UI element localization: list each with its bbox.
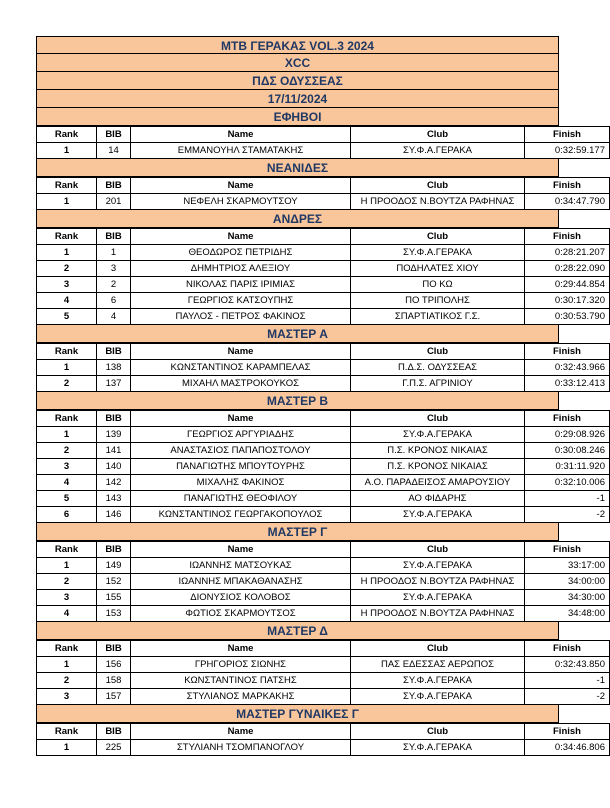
- category-header: ΜΑΣΤΕΡ Γ: [36, 523, 559, 541]
- bib-cell: 157: [97, 689, 131, 705]
- name-cell: ΘΕΟΔΩΡΟΣ ΠΕΤΡΙΔΗΣ: [131, 245, 351, 261]
- name-cell: ΣΤΥΛΙΑΝΟΣ ΜΑΡΚΑΚΗΣ: [131, 689, 351, 705]
- name-cell: ΙΩΑΝΝΗΣ ΜΠΑΚΑΘΑΝΑΣΗΣ: [131, 574, 351, 590]
- column-header-club: Club: [351, 411, 525, 427]
- table-row: [37, 740, 610, 756]
- rank-cell: 4: [37, 475, 97, 491]
- name-cell: ΠΑΥΛΟΣ - ΠΕΤΡΟΣ ΦΑΚΙΝΟΣ: [131, 309, 351, 325]
- club-cell: Π.Δ.Σ. ΟΔΥΣΣΕΑΣ: [351, 360, 525, 376]
- club-cell: ΠΑΣ ΕΔΕΣΣΑΣ ΑΕΡΩΠΟΣ: [351, 657, 525, 673]
- name-cell: ΔΗΜΗΤΡΙΟΣ ΑΛΕΞΙΟΥ: [131, 261, 351, 277]
- finish-cell: 0:32:43.850: [525, 657, 610, 673]
- rank-cell: 6: [37, 507, 97, 523]
- name-cell: ΚΩΝΣΤΑΝΤΙΝΟΣ ΠΑΤΣΗΣ: [131, 673, 351, 689]
- name-cell: ΓΕΩΡΓΙΟΣ ΑΡΓΥΡΙΑΔΗΣ: [131, 427, 351, 443]
- name-cell: ΝΕΦΕΛΗ ΣΚΑΡΜΟΥΤΣΟΥ: [131, 194, 351, 210]
- column-header-rank: Rank: [37, 641, 97, 657]
- name-cell: ΕΜΜΑΝΟΥΗΛ ΣΤΑΜΑΤΑΚΗΣ: [131, 143, 351, 159]
- finish-cell: -2: [525, 689, 610, 705]
- club-cell: ΣΥ.Φ.Α.ΓΕΡΑΚΑ: [351, 689, 525, 705]
- rank-cell: 1: [37, 657, 97, 673]
- results-table: [36, 723, 610, 756]
- club-cell: ΠΟ ΚΩ: [351, 277, 525, 293]
- category-header: ΝΕΑΝΙΔΕΣ: [36, 159, 559, 177]
- club-cell: ΣΥ.Φ.Α.ΓΕΡΑΚΑ: [351, 558, 525, 574]
- column-header-club: Club: [351, 542, 525, 558]
- table-row: [37, 574, 610, 590]
- column-header-name: Name: [131, 229, 351, 245]
- finish-cell: 0:34:46.806: [525, 740, 610, 756]
- column-header-rank: Rank: [37, 178, 97, 194]
- club-cell: Π.Σ. ΚΡΟΝΟΣ ΝΙΚΑΙΑΣ: [351, 443, 525, 459]
- finish-cell: 0:32:59.177: [525, 143, 610, 159]
- bib-cell: 142: [97, 475, 131, 491]
- bib-cell: 146: [97, 507, 131, 523]
- name-cell: ΓΕΩΡΓΙΟΣ ΚΑΤΣΟΥΠΗΣ: [131, 293, 351, 309]
- results-table: [36, 177, 610, 210]
- bib-cell: 14: [97, 143, 131, 159]
- column-header-name: Name: [131, 724, 351, 740]
- club-cell: ΣΠΑΡΤΙΑΤΙΚΟΣ Γ.Σ.: [351, 309, 525, 325]
- name-cell: ΜΙΧΑΗΛ ΜΑΣΤΡΟΚΟΥΚΟΣ: [131, 376, 351, 392]
- column-header-finish: Finish: [525, 229, 610, 245]
- finish-cell: 0:34:47.790: [525, 194, 610, 210]
- rank-cell: 4: [37, 606, 97, 622]
- column-header-rank: Rank: [37, 127, 97, 143]
- column-header-bib: BIB: [97, 178, 131, 194]
- column-header-row: [37, 178, 610, 194]
- rank-cell: 1: [37, 360, 97, 376]
- rank-cell: 1: [37, 194, 97, 210]
- column-header-club: Club: [351, 127, 525, 143]
- bib-cell: 140: [97, 459, 131, 475]
- rank-cell: 1: [37, 427, 97, 443]
- finish-cell: 0:31:11.920: [525, 459, 610, 475]
- bib-cell: 158: [97, 673, 131, 689]
- name-cell: ΑΝΑΣΤΑΣΙΟΣ ΠΑΠΑΠΟΣΤΟΛΟΥ: [131, 443, 351, 459]
- rank-cell: 5: [37, 309, 97, 325]
- club-cell: Γ.Π.Σ. ΑΓΡΙΝΙΟΥ: [351, 376, 525, 392]
- finish-cell: 0:29:44.854: [525, 277, 610, 293]
- name-cell: ΠΑΝΑΓΙΩΤΗΣ ΘΕΟΦΙΛΟΥ: [131, 491, 351, 507]
- finish-cell: 33:17:00: [525, 558, 610, 574]
- column-header-row: [37, 127, 610, 143]
- name-cell: ΚΩΝΣΤΑΝΤΙΝΟΣ ΓΕΩΡΓΑΚΟΠΟΥΛΟΣ: [131, 507, 351, 523]
- column-header-name: Name: [131, 641, 351, 657]
- table-row: [37, 427, 610, 443]
- column-header-name: Name: [131, 344, 351, 360]
- finish-cell: 0:30:08.246: [525, 443, 610, 459]
- finish-cell: 0:32:10.006: [525, 475, 610, 491]
- results-table: [36, 640, 610, 705]
- finish-cell: 0:33:12.413: [525, 376, 610, 392]
- category-list: [36, 108, 605, 756]
- rank-cell: 3: [37, 689, 97, 705]
- column-header-bib: BIB: [97, 542, 131, 558]
- column-header-bib: BIB: [97, 229, 131, 245]
- table-row: [37, 590, 610, 606]
- event-date: 17/11/2024: [36, 90, 559, 108]
- event-title: MTB ΓΕΡΑΚΑΣ VOL.3 2024: [36, 36, 559, 54]
- rank-cell: 2: [37, 443, 97, 459]
- category-header: ΕΦΗΒΟΙ: [36, 108, 559, 126]
- bib-cell: 152: [97, 574, 131, 590]
- column-header-name: Name: [131, 127, 351, 143]
- finish-cell: 0:29:08.926: [525, 427, 610, 443]
- club-cell: ΣΥ.Φ.Α.ΓΕΡΑΚΑ: [351, 245, 525, 261]
- bib-cell: 138: [97, 360, 131, 376]
- column-header-bib: BIB: [97, 344, 131, 360]
- finish-cell: 0:28:21.207: [525, 245, 610, 261]
- name-cell: ΜΙΧΑΛΗΣ ΦΑΚΙΝΟΣ: [131, 475, 351, 491]
- table-row: [37, 194, 610, 210]
- table-row: [37, 360, 610, 376]
- column-header-bib: BIB: [97, 724, 131, 740]
- column-header-club: Club: [351, 178, 525, 194]
- column-header-bib: BIB: [97, 641, 131, 657]
- results-table: [36, 228, 610, 325]
- table-row: [37, 143, 610, 159]
- column-header-finish: Finish: [525, 178, 610, 194]
- column-header-finish: Finish: [525, 411, 610, 427]
- table-row: [37, 673, 610, 689]
- name-cell: ΙΩΑΝΝΗΣ ΜΑΤΣΟΥΚΑΣ: [131, 558, 351, 574]
- name-cell: ΠΑΝΑΓΙΩΤΗΣ ΜΠΟΥΤΟΥΡΗΣ: [131, 459, 351, 475]
- column-header-name: Name: [131, 411, 351, 427]
- finish-cell: -1: [525, 673, 610, 689]
- column-header-finish: Finish: [525, 724, 610, 740]
- bib-cell: 137: [97, 376, 131, 392]
- table-row: [37, 491, 610, 507]
- club-cell: ΑΟ ΦΙΔΑΡΗΣ: [351, 491, 525, 507]
- column-header-club: Club: [351, 229, 525, 245]
- rank-cell: 3: [37, 459, 97, 475]
- results-table: [36, 410, 610, 523]
- bib-cell: 149: [97, 558, 131, 574]
- club-cell: ΠΟΔΗΛΑΤΕΣ ΧΙΟΥ: [351, 261, 525, 277]
- bib-cell: 6: [97, 293, 131, 309]
- bib-cell: 143: [97, 491, 131, 507]
- column-header-bib: BIB: [97, 411, 131, 427]
- rank-cell: 3: [37, 590, 97, 606]
- club-cell: ΣΥ.Φ.Α.ΓΕΡΑΚΑ: [351, 427, 525, 443]
- results-sheet: [36, 36, 605, 756]
- table-row: [37, 459, 610, 475]
- column-header-rank: Rank: [37, 411, 97, 427]
- discipline-label: XCC: [36, 54, 559, 72]
- name-cell: ΚΩΝΣΤΑΝΤΙΝΟΣ ΚΑΡΑΜΠΕΛΑΣ: [131, 360, 351, 376]
- finish-cell: 34:30:00: [525, 590, 610, 606]
- column-header-row: [37, 411, 610, 427]
- bib-cell: 141: [97, 443, 131, 459]
- bib-cell: 201: [97, 194, 131, 210]
- table-row: [37, 558, 610, 574]
- column-header-club: Club: [351, 344, 525, 360]
- name-cell: ΦΩΤΙΟΣ ΣΚΑΡΜΟΥΤΣΟΣ: [131, 606, 351, 622]
- results-table: [36, 126, 610, 159]
- finish-cell: 0:32:43.966: [525, 360, 610, 376]
- finish-cell: 34:48:00: [525, 606, 610, 622]
- bib-cell: 139: [97, 427, 131, 443]
- club-cell: ΣΥ.Φ.Α.ΓΕΡΑΚΑ: [351, 590, 525, 606]
- column-header-rank: Rank: [37, 542, 97, 558]
- column-header-rank: Rank: [37, 724, 97, 740]
- club-cell: Η ΠΡΟΟΔΟΣ Ν.ΒΟΥΤΖΑ ΡΑΦΗΝΑΣ: [351, 606, 525, 622]
- finish-cell: 0:28:22.090: [525, 261, 610, 277]
- bib-cell: 4: [97, 309, 131, 325]
- table-row: [37, 261, 610, 277]
- column-header-finish: Finish: [525, 542, 610, 558]
- club-cell: Α.Ο. ΠΑΡΑΔΕΙΣΟΣ ΑΜΑΡΟΥΣΙΟΥ: [351, 475, 525, 491]
- table-row: [37, 376, 610, 392]
- name-cell: ΣΤΥΛΙΑΝΗ ΤΣΟΜΠΑΝΟΓΛΟΥ: [131, 740, 351, 756]
- category-header: ΜΑΣΤΕΡ ΓΥΝΑΙΚΕΣ Γ: [36, 705, 559, 723]
- table-row: [37, 507, 610, 523]
- column-header-finish: Finish: [525, 127, 610, 143]
- table-row: [37, 293, 610, 309]
- bib-cell: 156: [97, 657, 131, 673]
- results-table: [36, 541, 610, 622]
- column-header-row: [37, 724, 610, 740]
- column-header-club: Club: [351, 724, 525, 740]
- column-header-finish: Finish: [525, 344, 610, 360]
- column-header-finish: Finish: [525, 641, 610, 657]
- club-cell: ΣΥ.Φ.Α.ΓΕΡΑΚΑ: [351, 507, 525, 523]
- column-header-name: Name: [131, 542, 351, 558]
- club-cell: Π.Σ. ΚΡΟΝΟΣ ΝΙΚΑΙΑΣ: [351, 459, 525, 475]
- table-row: [37, 657, 610, 673]
- bib-cell: 155: [97, 590, 131, 606]
- rank-cell: 4: [37, 293, 97, 309]
- column-header-rank: Rank: [37, 229, 97, 245]
- rank-cell: 1: [37, 558, 97, 574]
- column-header-rank: Rank: [37, 344, 97, 360]
- table-row: [37, 606, 610, 622]
- results-table: [36, 343, 610, 392]
- rank-cell: 1: [37, 740, 97, 756]
- table-row: [37, 245, 610, 261]
- category-header: ΜΑΣΤΕΡ Β: [36, 392, 559, 410]
- category-header: ΜΑΣΤΕΡ Δ: [36, 622, 559, 640]
- category-header: ΜΑΣΤΕΡ Α: [36, 325, 559, 343]
- rank-cell: 5: [37, 491, 97, 507]
- name-cell: ΝΙΚΟΛΑΣ ΠΑΡΙΣ ΙΡΙΜΙΑΣ: [131, 277, 351, 293]
- club-cell: ΣΥ.Φ.Α.ΓΕΡΑΚΑ: [351, 143, 525, 159]
- name-cell: ΓΡΗΓΟΡΙΟΣ ΣΙΩΝΗΣ: [131, 657, 351, 673]
- column-header-row: [37, 344, 610, 360]
- club-cell: Η ΠΡΟΟΔΟΣ Ν.ΒΟΥΤΖΑ ΡΑΦΗΝΑΣ: [351, 574, 525, 590]
- rank-cell: 2: [37, 673, 97, 689]
- club-cell: ΣΥ.Φ.Α.ΓΕΡΑΚΑ: [351, 673, 525, 689]
- rank-cell: 1: [37, 143, 97, 159]
- rank-cell: 2: [37, 376, 97, 392]
- finish-cell: -1: [525, 491, 610, 507]
- rank-cell: 3: [37, 277, 97, 293]
- column-header-name: Name: [131, 178, 351, 194]
- bib-cell: 225: [97, 740, 131, 756]
- column-header-row: [37, 229, 610, 245]
- category-header: ΑΝΔΡΕΣ: [36, 210, 559, 228]
- rank-cell: 1: [37, 245, 97, 261]
- finish-cell: 0:30:53.790: [525, 309, 610, 325]
- table-row: [37, 443, 610, 459]
- bib-cell: 3: [97, 261, 131, 277]
- club-cell: ΠΟ ΤΡΙΠΟΛΗΣ: [351, 293, 525, 309]
- organizer-label: ΠΔΣ ΟΔΥΣΣΕΑΣ: [36, 72, 559, 90]
- table-row: [37, 277, 610, 293]
- table-row: [37, 689, 610, 705]
- club-cell: ΣΥ.Φ.Α.ΓΕΡΑΚΑ: [351, 740, 525, 756]
- finish-cell: 0:30:17.320: [525, 293, 610, 309]
- club-cell: Η ΠΡΟΟΔΟΣ Ν.ΒΟΥΤΖΑ ΡΑΦΗΝΑΣ: [351, 194, 525, 210]
- rank-cell: 2: [37, 261, 97, 277]
- finish-cell: 34:00:00: [525, 574, 610, 590]
- bib-cell: 2: [97, 277, 131, 293]
- column-header-row: [37, 641, 610, 657]
- column-header-club: Club: [351, 641, 525, 657]
- bib-cell: 1: [97, 245, 131, 261]
- finish-cell: -2: [525, 507, 610, 523]
- table-row: [37, 475, 610, 491]
- rank-cell: 2: [37, 574, 97, 590]
- column-header-bib: BIB: [97, 127, 131, 143]
- table-row: [37, 309, 610, 325]
- column-header-row: [37, 542, 610, 558]
- bib-cell: 153: [97, 606, 131, 622]
- name-cell: ΔΙΟΝΥΣΙΟΣ ΚΟΛΟΒΟΣ: [131, 590, 351, 606]
